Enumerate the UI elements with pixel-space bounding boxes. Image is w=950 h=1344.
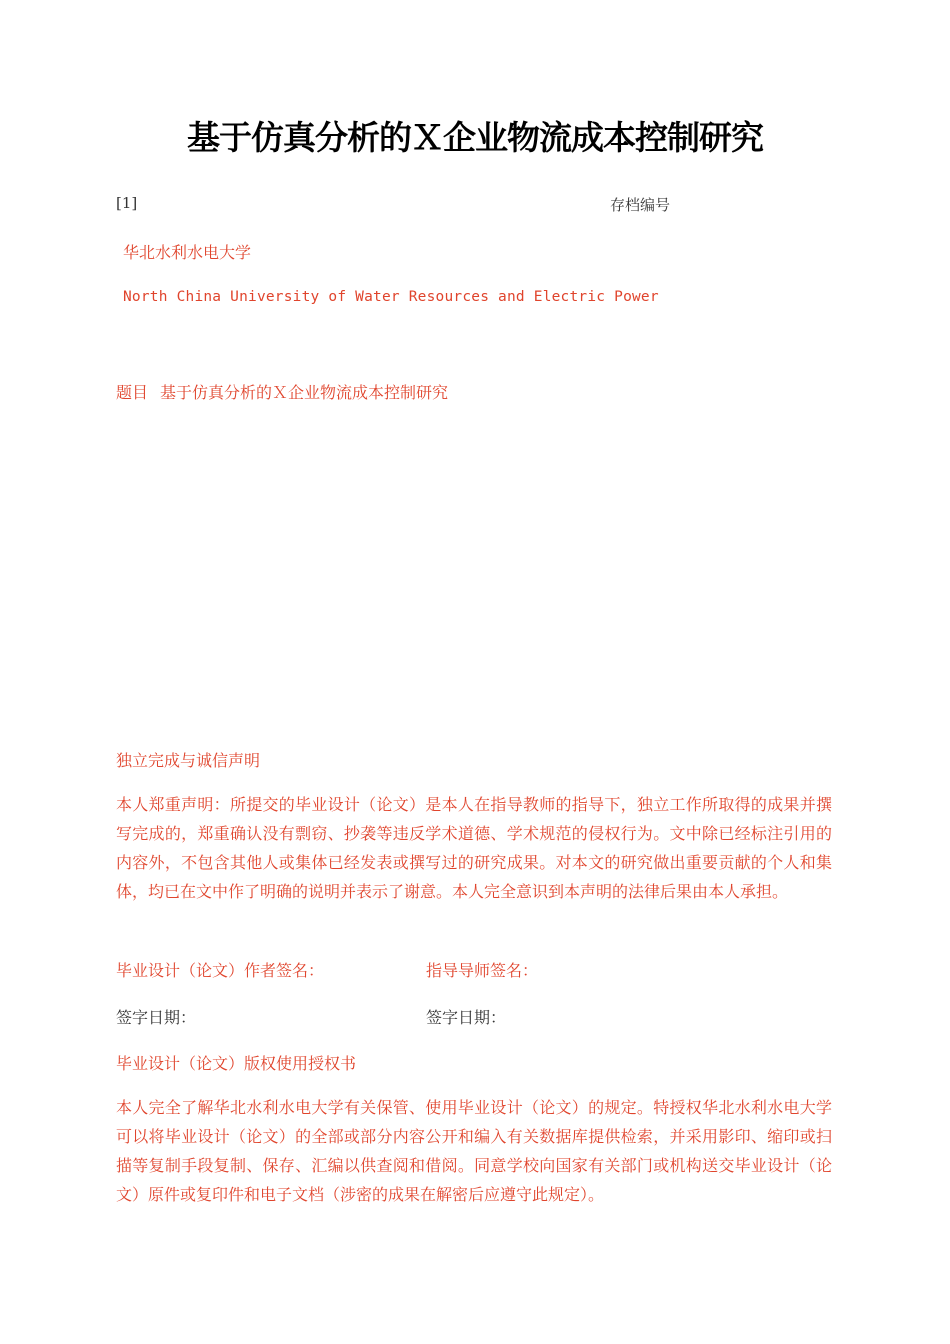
advisor-signature-label: 指导导师签名： — [426, 961, 539, 980]
advisor-sign-date-label: 签字日期： — [426, 1008, 507, 1027]
declaration-heading: 独立完成与诚信声明 — [116, 751, 261, 770]
university-name-en: North China University of Water Resources and Electric Power — [123, 289, 659, 305]
declaration-body: 本人郑重声明：所提交的毕业设计（论文）是本人在指导教师的指导下，独立工作所取得的成果并撰写完成的，郑重确认没有剽窃、抄袭等违反学术道德、学术规范的侵权行为。文中除已经标注引用的内容外，不包含其他人或集体已经发表或撰写过的研究成果。对本文的研究做出重要贡献的个人和集体，均已在文中作了明确的说明并表示了谢意。本人完全意识到本声明的法律后果由本人承担。 — [116, 795, 832, 901]
reference-tag: [1] — [116, 194, 138, 212]
topic-line — [116, 380, 448, 403]
copyright-heading: 毕业设计（论文）版权使用授权书 — [116, 1054, 357, 1073]
archive-number-label: 存档编号 — [610, 196, 671, 214]
author-signature-label: 毕业设计（论文）作者签名： — [116, 961, 325, 980]
document-title: 基于仿真分析的Ｘ企业物流成本控制研究 — [187, 118, 763, 157]
author-sign-date-label: 签字日期： — [116, 1008, 197, 1027]
copyright-body: 本人完全了解华北水利水电大学有关保管、使用毕业设计（论文）的规定。特授权华北水利水电大学可以将毕业设计（论文）的全部或部分内容公开和编入有关数据库提供检索，并采用影印、缩印或扫描等复制手段复制、保存、汇编以供查阅和借阅。同意学校向国家有关部门或机构送交毕业设计（论文）原件或复印件和电子文档（涉密的成果在解密后应遵守此规定）。 — [116, 1098, 832, 1204]
university-name-cn: 华北水利水电大学 — [123, 243, 252, 262]
topic-label: 题目 — [116, 383, 149, 402]
topic-value: 基于仿真分析的Ｘ企业物流成本控制研究 — [160, 383, 449, 402]
